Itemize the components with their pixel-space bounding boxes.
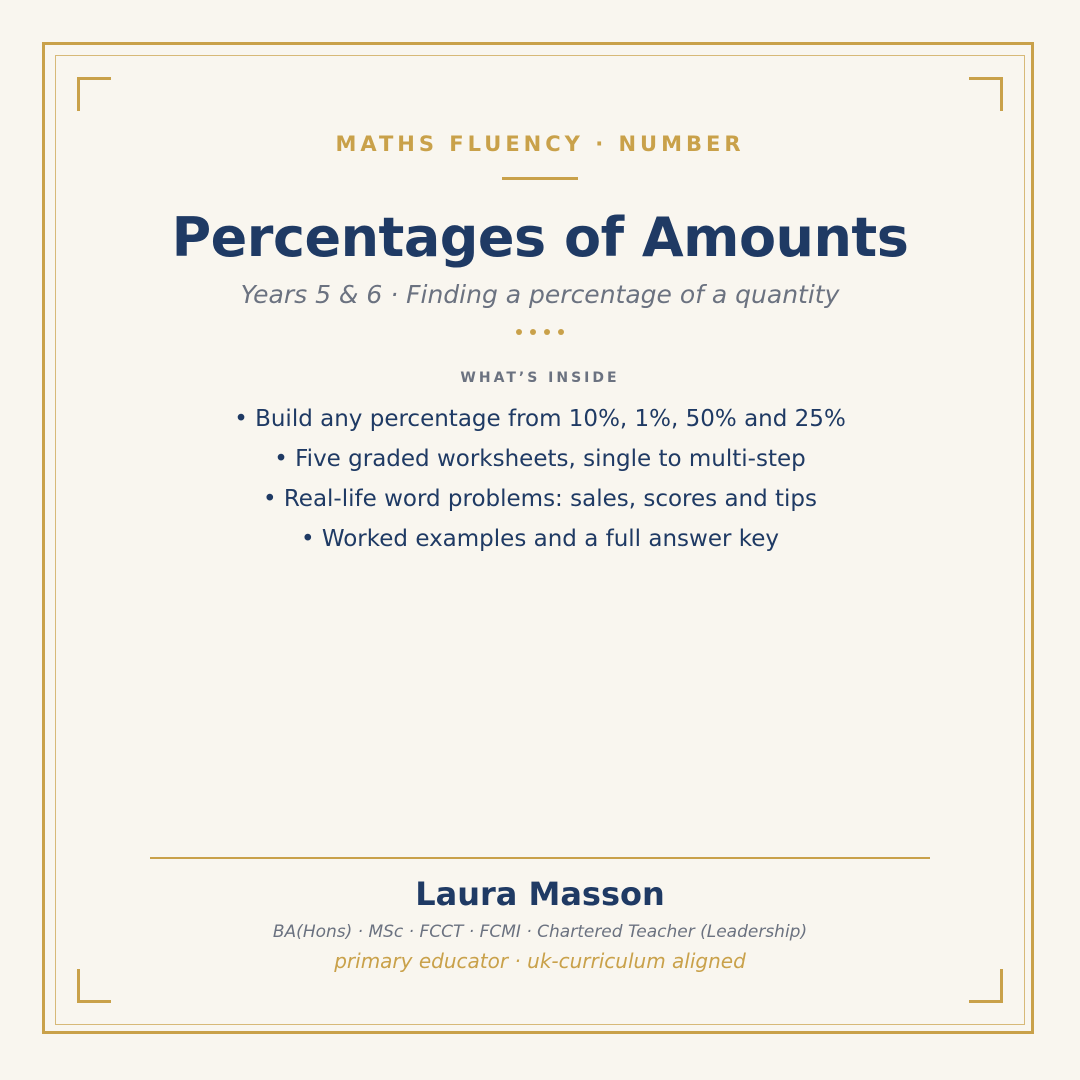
footer-divider (150, 857, 930, 859)
feature-item: • Real-life word problems: sales, scores and tips (262, 486, 818, 512)
dot-divider (0, 329, 1080, 335)
author-credentials: BA(Hons) · MSc · FCCT · FCMI · Chartered Teacher (Leadership) (272, 922, 808, 942)
corner-ornament-top-left (77, 77, 111, 111)
author-tagline: primary educator · uk-curriculum aligned (334, 949, 746, 973)
page-title: Percentages of Amounts (171, 206, 909, 269)
eyebrow-label: MATHS FLUENCY · NUMBER (335, 132, 745, 156)
feature-list (0, 399, 1080, 559)
divider-dot (558, 329, 564, 335)
feature-item: • Build any percentage from 10%, 1%, 50% and 25% (234, 406, 846, 432)
feature-item: • Five graded worksheets, single to multi-step (274, 446, 806, 472)
divider-dot (530, 329, 536, 335)
feature-item: • Worked examples and a full answer key (300, 526, 780, 552)
page-subtitle: Years 5 & 6 · Finding a percentage of a quantity (240, 280, 840, 309)
contents-heading: WHAT’S INSIDE (460, 370, 620, 386)
eyebrow-divider (502, 177, 578, 180)
divider-dot (516, 329, 522, 335)
corner-ornament-top-right (969, 77, 1003, 111)
divider-dot (544, 329, 550, 335)
author-name: Laura Masson (415, 875, 665, 913)
